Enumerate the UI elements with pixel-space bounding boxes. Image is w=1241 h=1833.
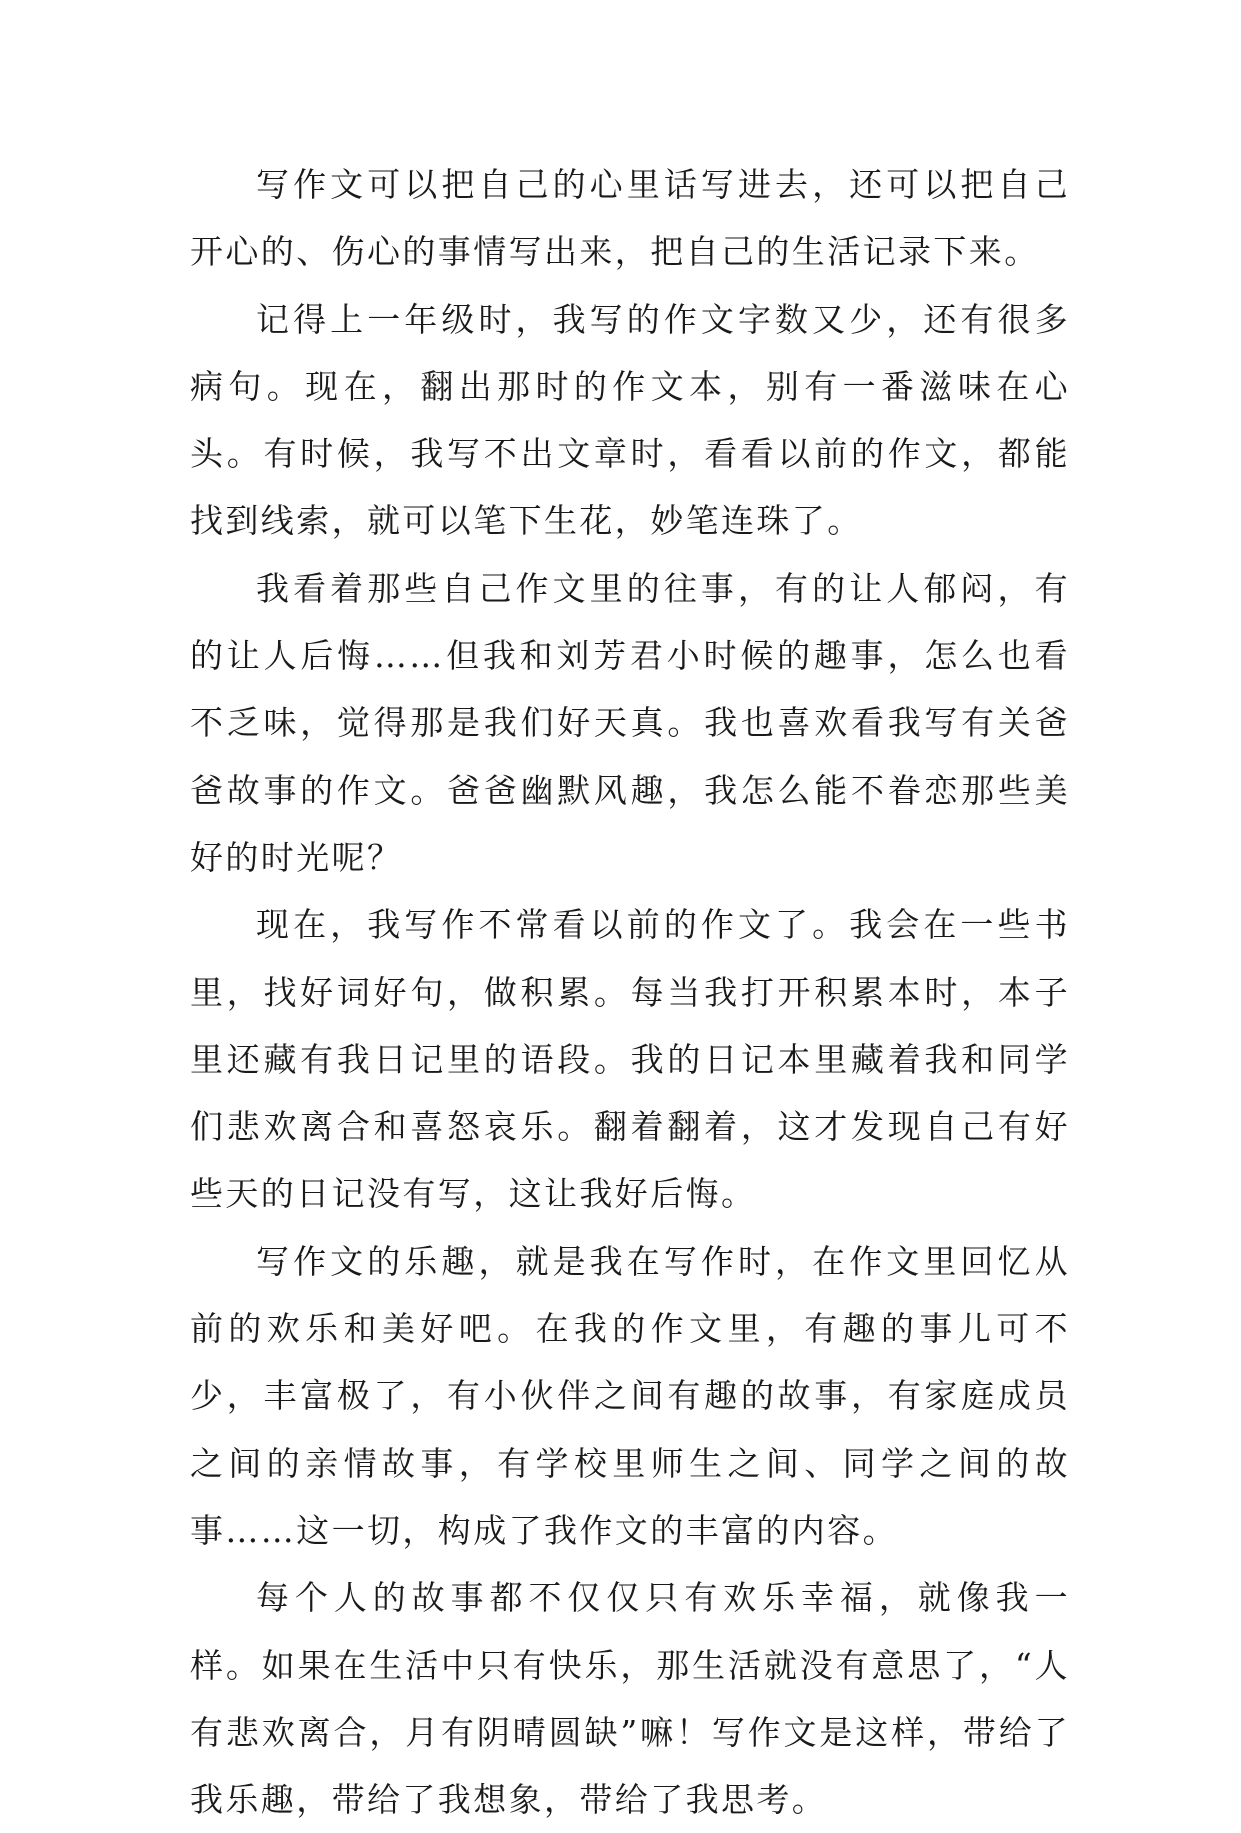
paragraph: 每个人的故事都不仅仅只有欢乐幸福，就像我一样。如果在生活中只有快乐，那生活就没有意思了，“人有悲欢离合，月有阴晴圆缺”嘛！写作文是这样，带给了我乐趣，带给了我想象，带给了我思考。	[190, 1578, 1070, 1820]
body-text	[190, 151, 1070, 1833]
paragraph: 写作文的乐趣，就是我在写作时，在作文里回忆从前的欢乐和美好吧。在我的作文里，有趣的事儿可不少，丰富极了，有小伙伴之间有趣的故事，有家庭成员之间的亲情故事，有学校里师生之间、同学之间的故事……这一切，构成了我作文的丰富的内容。	[190, 1241, 1070, 1550]
paragraph: 记得上一年级时，我写的作文字数又少，还有很多病句。现在，翻出那时的作文本，别有一番滋味在心头。有时候，我写不出文章时，看看以前的作文，都能找到线索，就可以笔下生花，妙笔连珠了。	[190, 299, 1070, 541]
paragraph: 现在，我写作不常看以前的作文了。我会在一些书里，找好词好句，做积累。每当我打开积累本时，本子里还藏有我日记里的语段。我的日记本里藏着我和同学们悲欢离合和喜怒哀乐。翻着翻着，这才发现自己有好些天的日记没有写，这让我好后悔。	[190, 905, 1070, 1214]
paragraph: 我看着那些自己作文里的往事，有的让人郁闷，有的让人后悔……但我和刘芳君小时候的趣事，怎么也看不乏味，觉得那是我们好天真。我也喜欢看我写有关爸爸故事的作文。爸爸幽默风趣，我怎么能不眷恋那些美好的时光呢？	[190, 568, 1070, 877]
paragraph: 写作文可以把自己的心里话写进去，还可以把自己开心的、伤心的事情写出来，把自己的生活记录下来。	[190, 165, 1070, 272]
